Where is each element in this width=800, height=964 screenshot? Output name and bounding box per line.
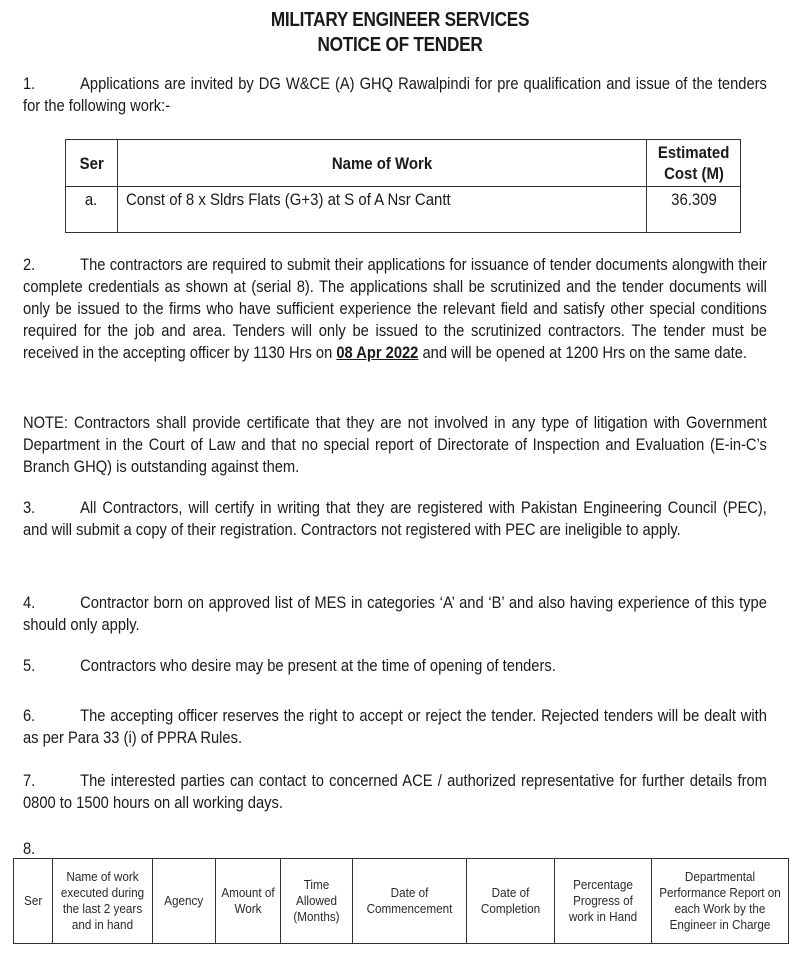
paragraph-text: All Contractors, will certify in writing that they are registered with Pakistan Engineering Council (PEC), and will submit a copy of their registration. Contractors not registered with PEC are ineligible to apply. [23, 498, 767, 539]
header-performance-report: Departmental Performance Report on each Work by the Engineer in Charge [652, 859, 789, 944]
cell-estimated-cost: 36.309 [647, 187, 741, 233]
cell-ser: a. [66, 187, 118, 233]
paragraph-4 [23, 592, 767, 636]
note-paragraph: NOTE: Contractors shall provide certificate that they are not involved in any type of litigation with Government Department in the Court of Law and that no special report of Directorate of Inspection and Evaluation (E-in-C’s Branch GHQ) is outstanding against them. [23, 413, 767, 476]
paragraph-number: 2. [23, 255, 36, 274]
header-amount-of-work: Amount of Work [216, 859, 281, 944]
paragraph-number: 8. [23, 839, 36, 858]
table-row [66, 187, 741, 233]
document-title-notice: NOTICE OF TENDER [317, 34, 483, 56]
paragraph-text: Applications are invited by DG W&CE (A) GHQ Rawalpindi for pre qualification and issue of the tenders for the following work:- [23, 74, 767, 115]
header-date-of-completion: Date of Completion [467, 859, 555, 944]
paragraph-2 [23, 254, 767, 364]
paragraph-number: 4. [23, 593, 36, 612]
paragraph-5 [23, 655, 767, 677]
paragraph-3 [23, 497, 767, 541]
paragraph-7 [23, 770, 767, 814]
paragraph-1 [23, 73, 767, 117]
paragraph-text: Contractors who desire may be present at the time of opening of tenders. [80, 656, 556, 675]
header-ser: Ser [14, 859, 53, 944]
paragraph-number: 6. [23, 706, 36, 725]
paragraph-text: The contractors are required to submit their applications for issuance of tender documents alongwith their complete credentials as shown at (serial 8). The applications shall be scrutinized and the tender documents will only be issued to the firms who have sufficient experience the relevant field and satisfy other special conditions required for the job and area. Tenders will only be issued to the scrutinized contractors. The tender must be received in the accepting officer by 1130 Hrs on [23, 255, 767, 362]
paragraph-number: 3. [23, 498, 36, 517]
paragraph-text: The accepting officer reserves the right to accept or reject the tender. Rejected tenders will be dealt with as per Para 33 (i) of PPRA Rules. [23, 706, 767, 747]
works-table [65, 139, 741, 233]
paragraph-text: The interested parties can contact to concerned ACE / authorized representative for further details from 0800 to 1500 hours on all working days. [23, 771, 767, 812]
header-estimated-cost: Estimated Cost (M) [647, 140, 741, 187]
paragraph-number: 7. [23, 771, 36, 790]
paragraph-6 [23, 705, 767, 749]
paragraph-number: 5. [23, 656, 36, 675]
header-ser: Ser [66, 140, 118, 187]
paragraph-text-end: and will be opened at 1200 Hrs on the same date. [418, 343, 748, 362]
cell-name-of-work: Const of 8 x Sldrs Flats (G+3) at S of A Nsr Cantt [118, 187, 647, 233]
submission-date: 08 Apr 2022 [336, 343, 419, 362]
header-name-of-work-executed: Name of work executed during the last 2 years and in hand [53, 859, 153, 944]
paragraph-8 [23, 838, 767, 860]
credentials-table [13, 858, 789, 944]
header-date-of-commencement: Date of Commencement [353, 859, 467, 944]
header-agency: Agency [153, 859, 216, 944]
works-table-header-row [66, 140, 741, 187]
paragraph-number: 1. [23, 74, 36, 93]
credentials-table-header-row [14, 859, 789, 944]
header-time-allowed: Time Allowed (Months) [281, 859, 353, 944]
header-percentage-progress: Percentage Progress of work in Hand [555, 859, 652, 944]
paragraph-text: Contractor born on approved list of MES in categories ‘A’ and ‘B’ and also having experience of this type should only apply. [23, 593, 767, 634]
document-title-org: MILITARY ENGINEER SERVICES [270, 9, 530, 31]
header-name-of-work: Name of Work [118, 140, 647, 187]
